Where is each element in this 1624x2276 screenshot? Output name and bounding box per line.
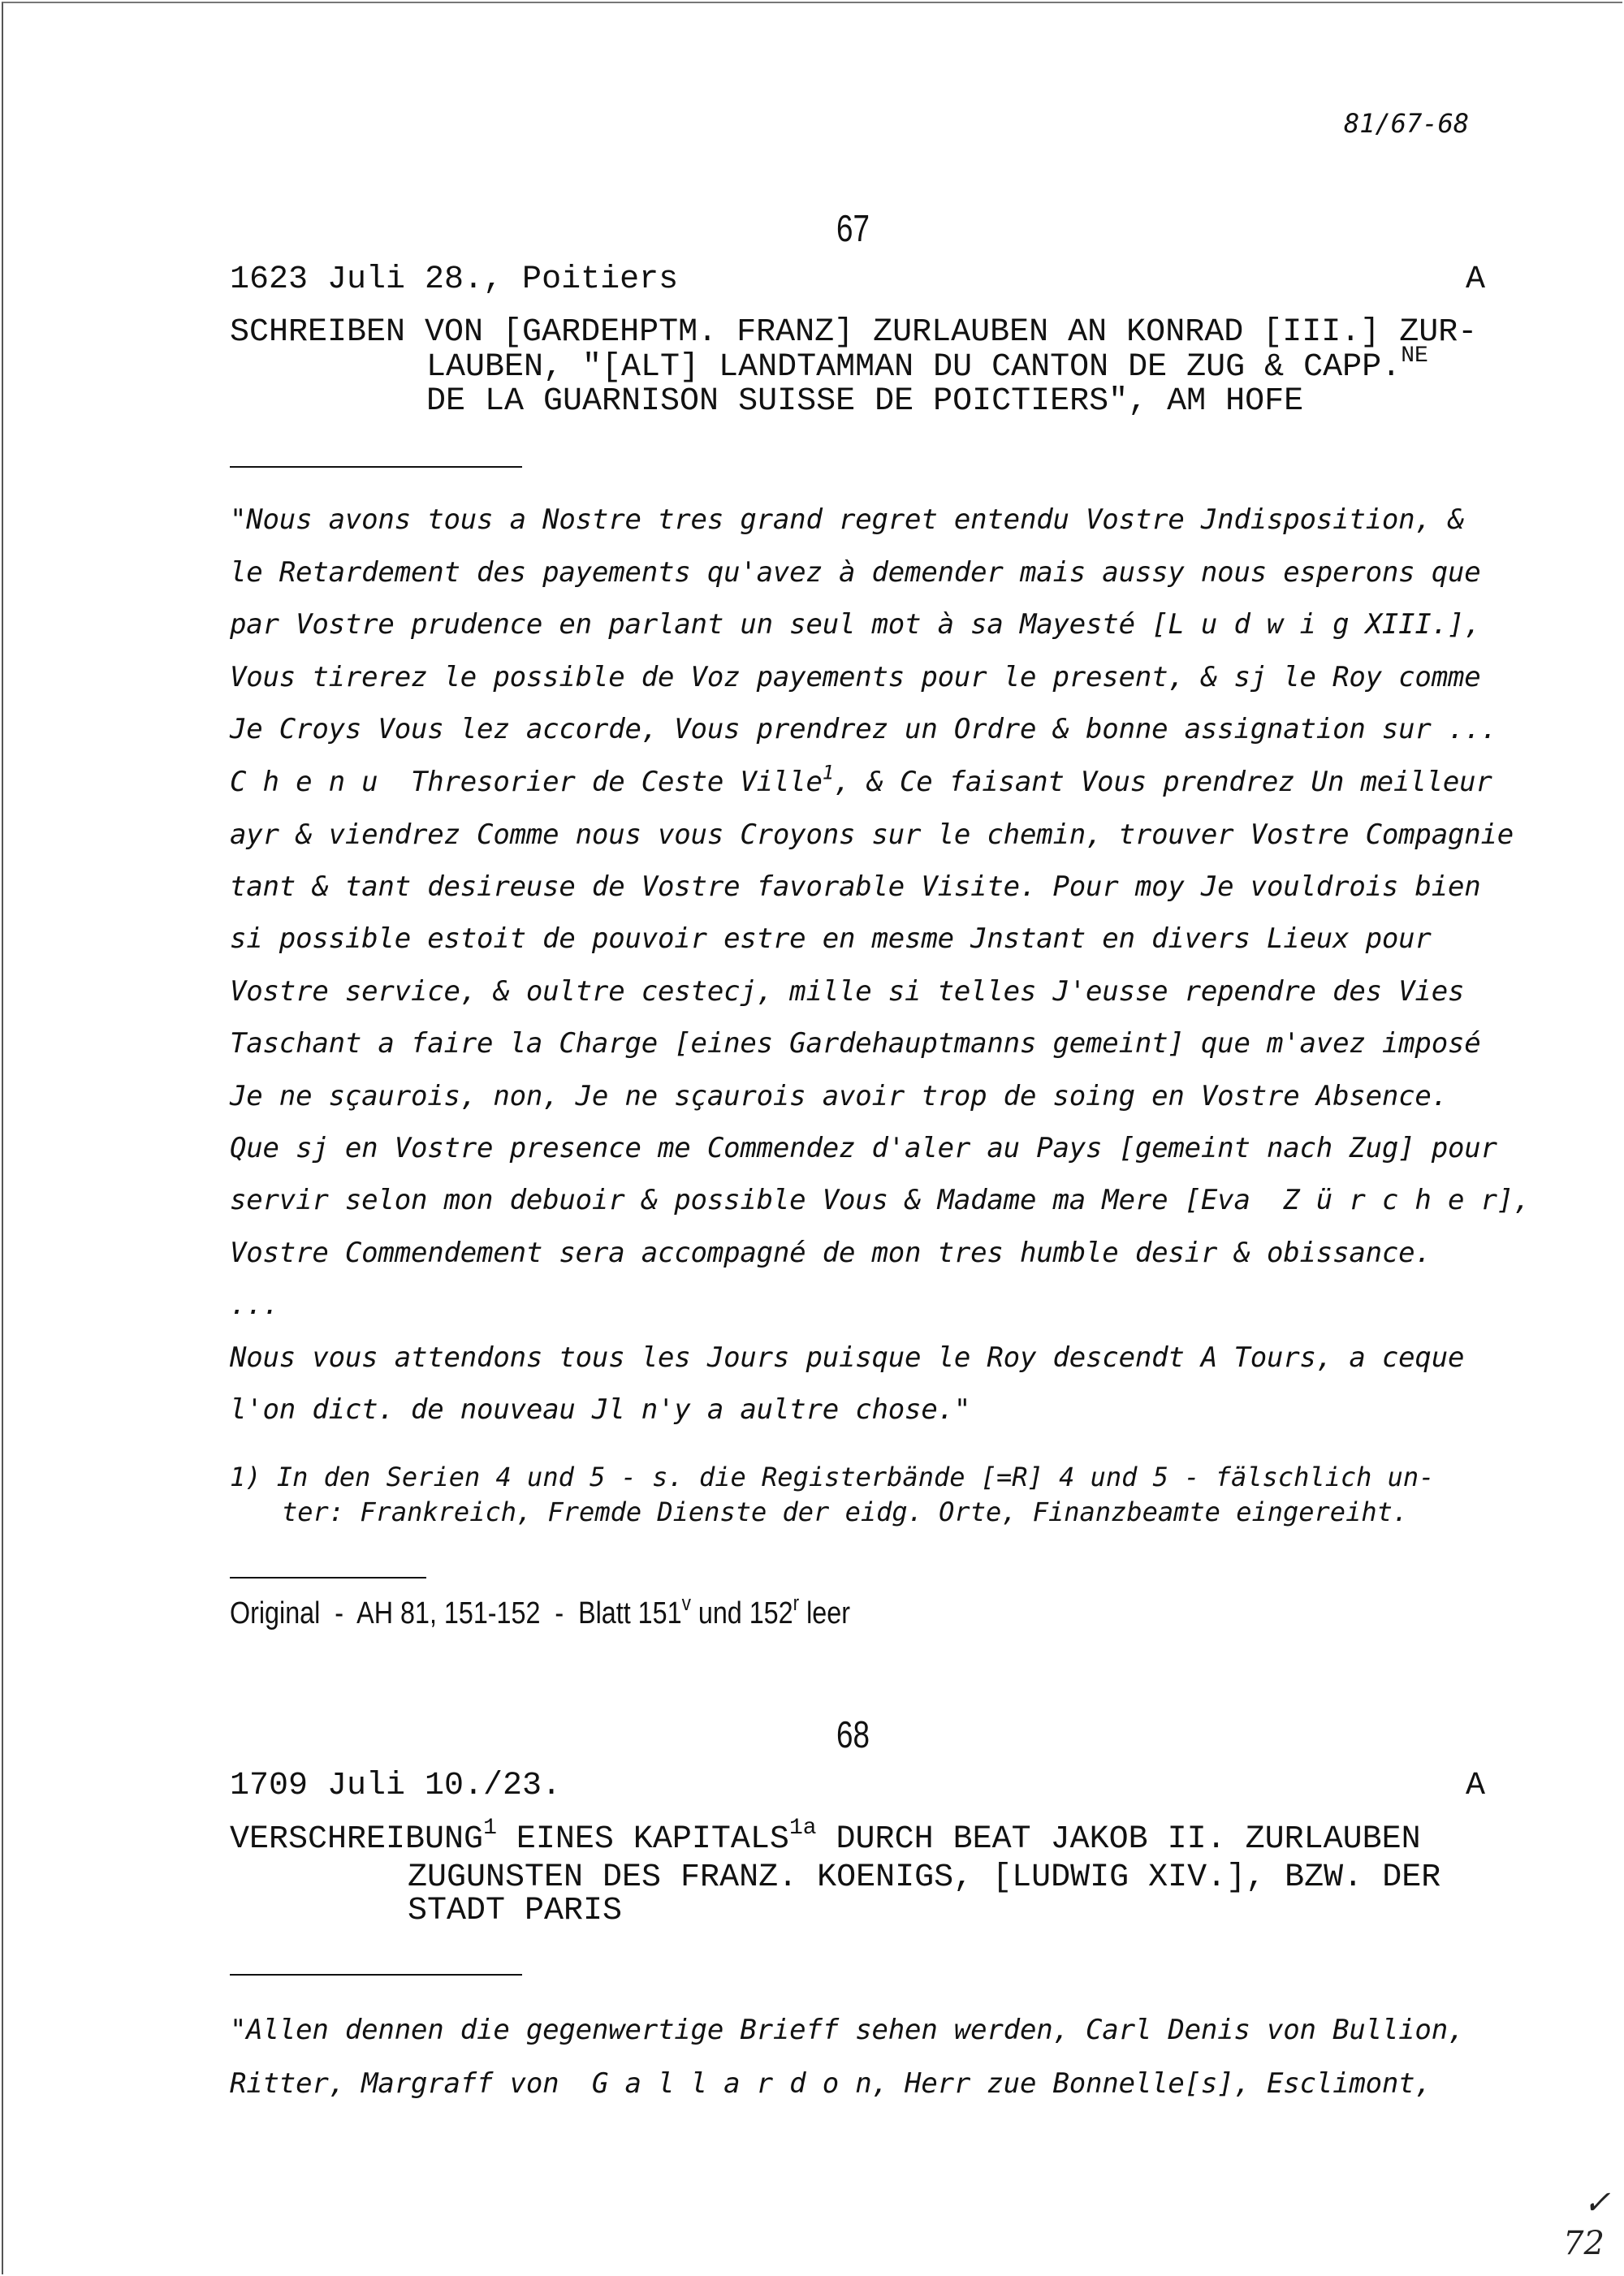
quote-line: servir selon mon debuoir & possible Vous & Madame ma Mere [Eva Z ü r c h e r], — [230, 1184, 1531, 1216]
document-title-line — [230, 1816, 1421, 1858]
quote-line: si possible estoit de pouvoir estre en mesme Jnstant en divers Lieux pour — [230, 922, 1432, 955]
footnote-ref: 1 — [483, 1816, 497, 1842]
page-reference: 81/67-68 — [1344, 108, 1470, 139]
document-title-line: ZUGUNSTEN DES FRANZ. KOENIGS, [LUDWIG XIV.], BZW. DER — [408, 1859, 1441, 1896]
divider — [230, 1577, 426, 1579]
superscript: NE — [1401, 343, 1428, 369]
document-class: A — [1466, 261, 1486, 298]
quote-line: Vostre service, & oultre cestecj, mille si telles J'eusse rependre des Vies — [230, 975, 1465, 1008]
quote-line: le Retardement des payements qu'avez à demender mais aussy nous esperons que — [230, 556, 1481, 589]
document-title-line: SCHREIBEN VON [GARDEHPTM. FRANZ] ZURLAUBEN AN KONRAD [III.] ZUR- — [230, 314, 1478, 351]
quote-line: Ritter, Margraff von G a l l a r d o n, Herr zue Bonnelle[s], Esclimont, — [230, 2067, 1432, 2100]
quote-line: Que sj en Vostre presence me Commendez d'aler au Pays [gemeint nach Zug] pour — [230, 1132, 1497, 1164]
quote-line: "Allen dennen die gegenwertige Brieff sehen werden, Carl Denis von Bullion, — [230, 2014, 1465, 2046]
handwritten-check-mark: ✓ — [1583, 2184, 1611, 2222]
source-note — [230, 1591, 850, 1630]
quote-ellipsis: ... — [230, 1289, 279, 1321]
superscript: r — [793, 1591, 800, 1616]
quote-text: , & Ce faisant Vous prendrez Un meilleur — [833, 766, 1492, 798]
source-text: leer — [799, 1596, 850, 1630]
title-text: DURCH BEAT JAKOB II. ZURLAUBEN — [816, 1821, 1421, 1858]
superscript: v — [681, 1591, 691, 1616]
source-text: Original - AH 81, 151-152 - Blatt 151 — [230, 1596, 682, 1630]
document-title-line — [426, 343, 1428, 386]
quote-line: Vous tirerez le possible de Voz payements pour le present, & sj le Roy comme — [230, 661, 1481, 693]
quote-line — [230, 761, 1492, 798]
quote-line: ayr & viendrez Comme nous vous Croyons sur le chemin, trouver Vostre Compagnie — [230, 818, 1514, 851]
document-number: 67 — [836, 207, 870, 249]
quote-line: Taschant a faire la Charge [eines Gardehauptmanns gemeint] que m'avez imposé — [230, 1027, 1481, 1060]
footnote-line: 1) In den Serien 4 und 5 - s. die Registerbände [=R] 4 und 5 - fälschlich un- — [230, 1462, 1435, 1492]
quote-line: tant & tant desireuse de Vostre favorable Visite. Pour moy Je vouldrois bien — [230, 870, 1481, 903]
quote-line: par Vostre prudence en parlant un seul mot à sa Mayesté [L u d w i g XIII.], — [230, 608, 1481, 641]
quote-line: Je Croys Vous lez accorde, Vous prendrez un Ordre & bonne assignation sur ... — [230, 713, 1497, 745]
source-text: und 152 — [690, 1596, 793, 1630]
quote-line: Nous vous attendons tous les Jours puisque le Roy descendt A Tours, a ceque — [230, 1341, 1465, 1374]
document-number: 68 — [836, 1713, 870, 1756]
document-class: A — [1466, 1768, 1486, 1804]
footnote-line: ter: Frankreich, Fremde Dienste der eidg. Orte, Finanzbeamte eingereiht. — [282, 1496, 1409, 1527]
handwritten-number: 72 — [1563, 2225, 1605, 2262]
divider — [230, 466, 522, 468]
document-date-place: 1709 Juli 10./23. — [230, 1768, 562, 1804]
footnote-ref: 1a — [788, 1816, 817, 1842]
quote-text: C h e n u Thresorier de Ceste Ville — [230, 766, 823, 798]
title-text: VERSCHREIBUNG — [230, 1821, 484, 1858]
quote-line: l'on dict. de nouveau Jl n'y a aultre chose." — [230, 1393, 971, 1426]
divider — [230, 1974, 522, 1976]
quote-line: "Nous avons tous a Nostre tres grand regret entendu Vostre Jndisposition, & — [230, 503, 1465, 536]
quote-line: Je ne sçaurois, non, Je ne sçaurois avoir trop de soing en Vostre Absence. — [230, 1080, 1448, 1112]
document-title-line: DE LA GUARNISON SUISSE DE POICTIERS", AM HOFE — [426, 383, 1304, 420]
document-title-line: STADT PARIS — [408, 1893, 623, 1929]
title-text: LAUBEN, "[ALT] LANDTAMMAN DU CANTON DE ZUG & CAPP. — [426, 349, 1402, 386]
document-date-place: 1623 Juli 28., Poitiers — [230, 261, 679, 298]
quote-line: Vostre Commendement sera accompagné de mon tres humble desir & obissance. — [230, 1237, 1432, 1269]
footnote-ref: 1 — [822, 761, 834, 784]
title-text: EINES KAPITALS — [496, 1821, 789, 1858]
